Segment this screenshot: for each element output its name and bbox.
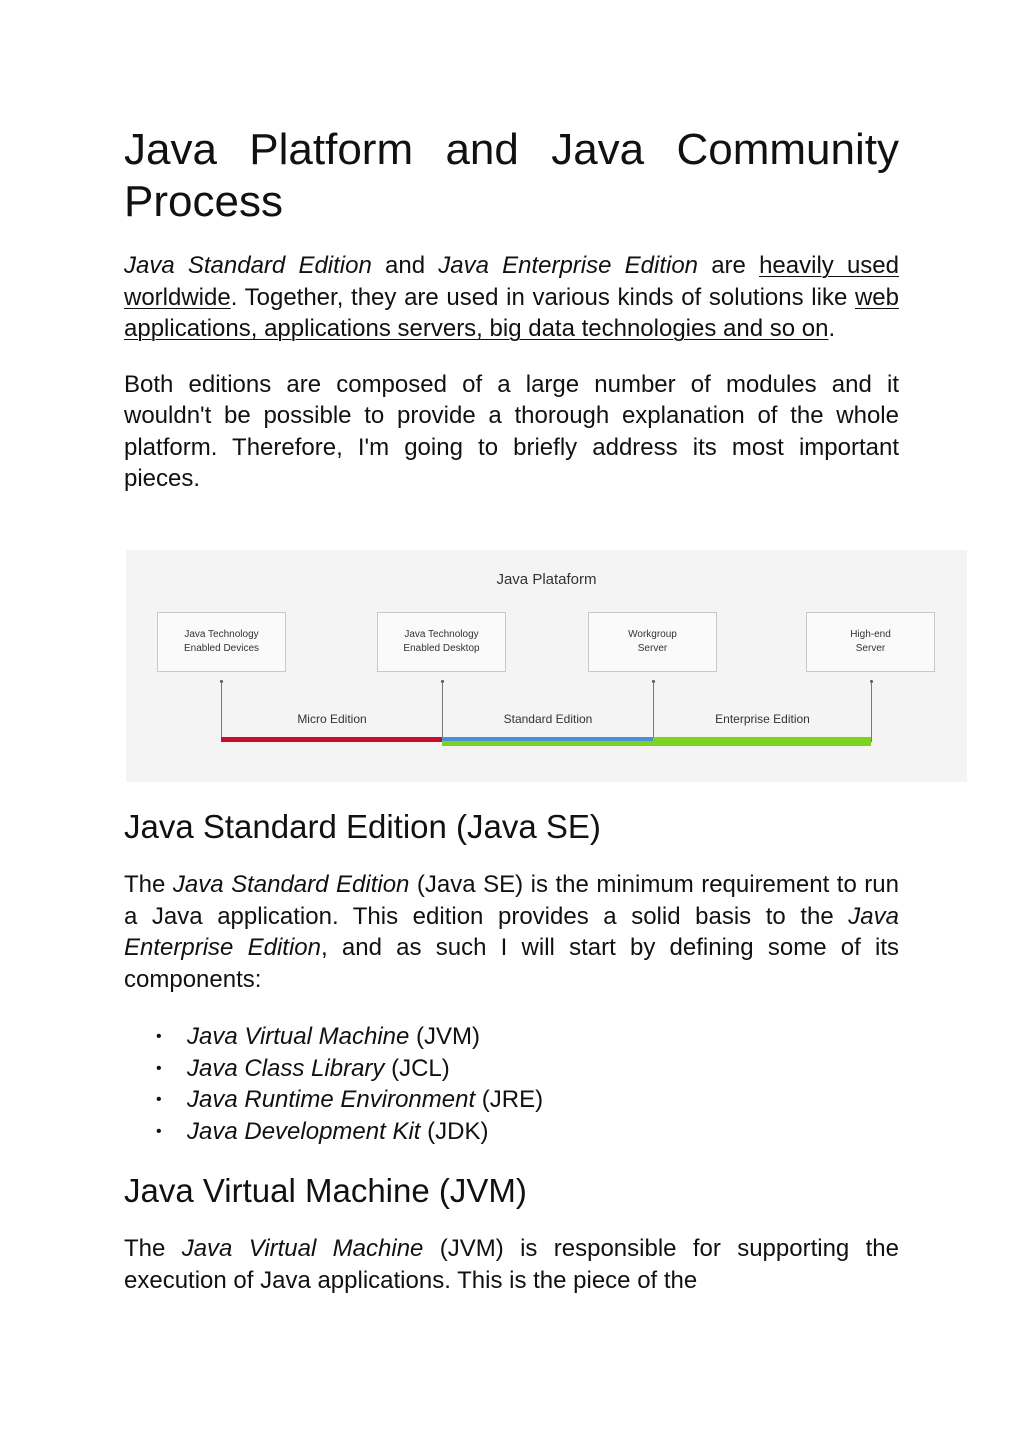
high-end-server-box: High-end Server (806, 612, 935, 672)
se-term: Java Standard Edition (124, 252, 372, 279)
devices-box: Java Technology Enabled Devices (157, 612, 286, 672)
java-se-paragraph: The Java Standard Edition (Java SE) is the minimum requirement to run a Java application. This edition provides a solid basis to the Java Enterprise Edition, and as such I will start by defining some of its components: (124, 871, 899, 993)
section-heading-java-se: Java Standard Edition (Java SE) (124, 808, 601, 845)
list-item: • Java Runtime Environment (JRE) (156, 1086, 544, 1113)
list-item: • Java Virtual Machine (JVM) (156, 1023, 480, 1050)
page-title: Java Platform and Java Community Process (124, 125, 899, 226)
workgroup-server-box: Workgroup Server (588, 612, 717, 672)
divider-line (871, 682, 872, 742)
section-heading-jvm: Java Virtual Machine (JVM) (124, 1172, 527, 1209)
intro-paragraph: Java Standard Edition and Java Enterprise Edition are heavily used worldwide. Together, they are used in various kinds of solutions like web applications, applications servers, big data technologies and so on. (124, 252, 899, 342)
diagram-title: Java Plataform (496, 571, 597, 588)
java-platform-diagram (126, 550, 967, 782)
enterprise-edition-label: Enterprise Edition (715, 712, 810, 726)
desktop-box: Java Technology Enabled Desktop (377, 612, 506, 672)
jvm-paragraph: The Java Virtual Machine (JVM) is responsible for supporting the execution of Java applications. This is the piece of the (124, 1235, 899, 1294)
components-list (124, 1021, 899, 1147)
list-item: • Java Class Library (JCL) (156, 1054, 450, 1082)
ee-term: Java Enterprise Edition (438, 252, 699, 279)
standard-edition-ee-bar (442, 741, 653, 746)
heavily-used-link[interactable]: heavily used worldwide (124, 252, 899, 311)
enterprise-edition-bar (653, 737, 871, 746)
section-java-se (124, 807, 899, 1296)
micro-edition-bar (221, 737, 442, 742)
standard-edition-label: Standard Edition (503, 712, 593, 726)
web-applications-link[interactable]: web applications, applications servers, big data technologies and so on (124, 283, 899, 342)
document-page (124, 124, 899, 495)
micro-edition-label: Micro Edition (297, 712, 367, 726)
editions-paragraph: Both editions are composed of a large number of modules and it wouldn't be possible to provide a thorough explanation of the whole platform. Therefore, I'm going to briefly address its most important pieces. (124, 370, 899, 492)
list-item: • Java Development Kit (JDK) (156, 1117, 489, 1145)
